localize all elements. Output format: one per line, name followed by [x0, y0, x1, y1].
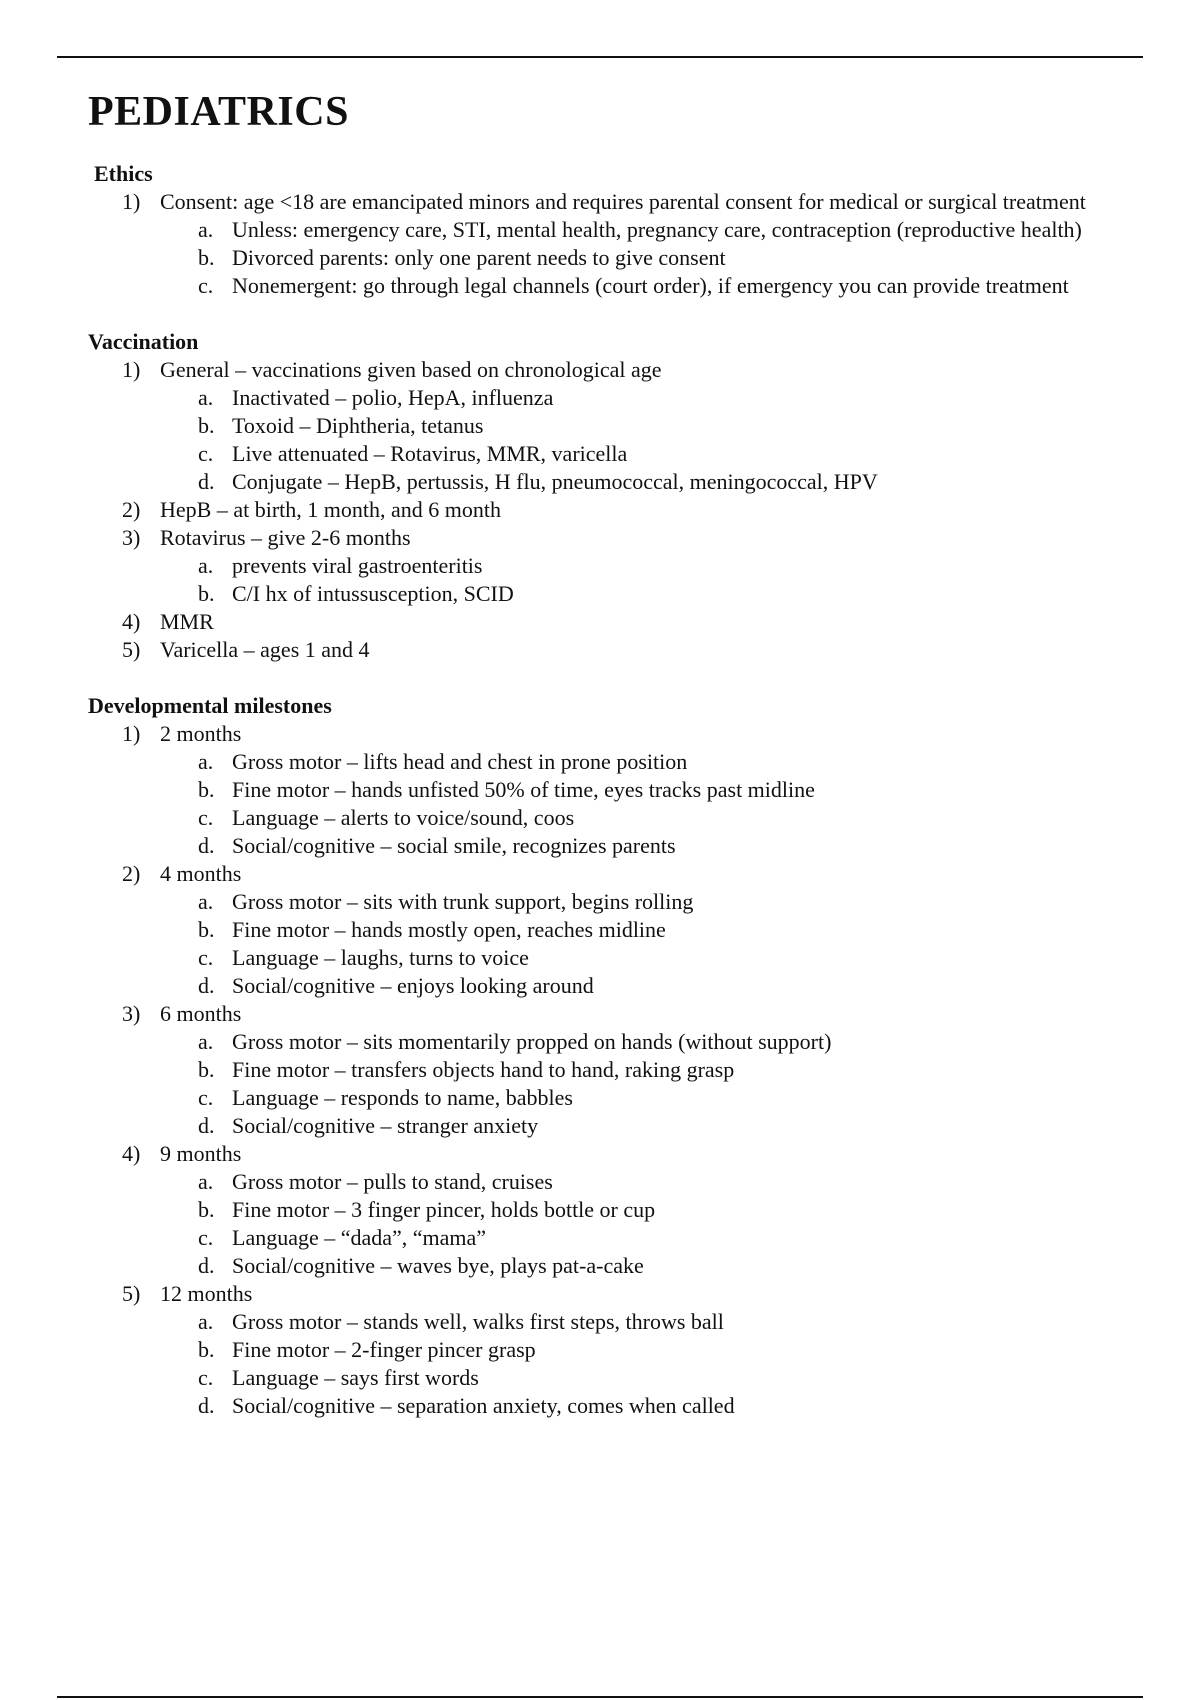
- sub-list-item-letter: d.: [198, 469, 215, 494]
- sub-list-item-letter: a.: [198, 217, 214, 242]
- sub-list: [160, 1028, 1128, 1140]
- sub-list-item: [160, 1252, 1128, 1280]
- section-heading: Ethics: [94, 161, 153, 186]
- sub-list: [160, 384, 1128, 496]
- sub-list: [160, 552, 1128, 608]
- sub-list-item: [160, 944, 1128, 972]
- list-item: [88, 1000, 1128, 1140]
- list-item: [88, 1280, 1128, 1420]
- sub-list-item-text: Unless: emergency care, STI, mental health, pregnancy care, contraception (reproductive health): [232, 217, 1082, 242]
- list-item-text: HepB – at birth, 1 month, and 6 month: [160, 497, 501, 522]
- list-item: [88, 356, 1128, 496]
- list-item-text: Varicella – ages 1 and 4: [160, 637, 370, 662]
- sub-list-item-letter: a.: [198, 1169, 214, 1194]
- sub-list-item-letter: c.: [198, 945, 214, 970]
- sub-list-item: [160, 1196, 1128, 1224]
- sub-list-item: [160, 580, 1128, 608]
- sub-list-item-text: Gross motor – sits momentarily propped on hands (without support): [232, 1029, 832, 1054]
- sub-list-item-text: Nonemergent: go through legal channels (court order), if emergency you can provide treatment: [232, 273, 1069, 298]
- sub-list: [160, 1308, 1128, 1420]
- sub-list-item-text: Inactivated – polio, HepA, influenza: [232, 385, 554, 410]
- list-item-number: 2): [122, 497, 141, 522]
- sub-list-item: [160, 412, 1128, 440]
- sub-list-item: [160, 1028, 1128, 1056]
- section-heading: Developmental milestones: [88, 693, 332, 718]
- list-item-text: General – vaccinations given based on chronological age: [160, 357, 662, 382]
- bottom-rule: [57, 1696, 1143, 1698]
- sub-list-item: [160, 1112, 1128, 1140]
- sub-list-item: [160, 552, 1128, 580]
- sub-list-item-text: Toxoid – Diphtheria, tetanus: [232, 413, 484, 438]
- sub-list: [160, 888, 1128, 1000]
- sub-list-item-letter: d.: [198, 833, 215, 858]
- numbered-list: [88, 188, 1128, 300]
- numbered-list: [88, 356, 1128, 664]
- list-item-text: 4 months: [160, 861, 242, 886]
- sub-list-item-letter: c.: [198, 1365, 214, 1390]
- sub-list-item-letter: b.: [198, 1197, 215, 1222]
- sub-list-item-text: Social/cognitive – separation anxiety, comes when called: [232, 1393, 735, 1418]
- sub-list: [160, 1168, 1128, 1280]
- sub-list-item-text: Divorced parents: only one parent needs to give consent: [232, 245, 726, 270]
- sub-list-item-text: C/I hx of intussusception, SCID: [232, 581, 514, 606]
- sub-list-item-text: Language – “dada”, “mama”: [232, 1225, 487, 1250]
- sub-list-item-text: Social/cognitive – enjoys looking around: [232, 973, 594, 998]
- sub-list-item: [160, 972, 1128, 1000]
- list-item-number: 1): [122, 189, 141, 214]
- sub-list-item: [160, 1392, 1128, 1420]
- sub-list-item-text: Gross motor – lifts head and chest in prone position: [232, 749, 688, 774]
- section-developmental-milestones: [88, 692, 1128, 1420]
- sub-list-item: [160, 776, 1128, 804]
- sub-list-item-letter: c.: [198, 805, 214, 830]
- sub-list-item: [160, 1084, 1128, 1112]
- sub-list-item-text: Conjugate – HepB, pertussis, H flu, pneumococcal, meningococcal, HPV: [232, 469, 878, 494]
- list-item: [88, 188, 1128, 300]
- list-item-number: 5): [122, 1281, 141, 1306]
- sub-list-item-text: Gross motor – pulls to stand, cruises: [232, 1169, 553, 1194]
- sub-list-item: [160, 748, 1128, 776]
- list-item-text: 9 months: [160, 1141, 242, 1166]
- list-item-number: 4): [122, 1141, 141, 1166]
- page-title: PEDIATRICS: [88, 89, 349, 135]
- sub-list-item-letter: a.: [198, 889, 214, 914]
- list-item: [88, 636, 1128, 664]
- sub-list-item: [160, 1224, 1128, 1252]
- top-rule: [57, 56, 1143, 58]
- list-item: [88, 524, 1128, 608]
- sub-list-item-letter: c.: [198, 273, 214, 298]
- sub-list-item-text: Live attenuated – Rotavirus, MMR, varicella: [232, 441, 628, 466]
- sub-list-item: [160, 1056, 1128, 1084]
- sub-list-item: [160, 888, 1128, 916]
- numbered-list: [88, 720, 1128, 1420]
- sub-list-item-letter: d.: [198, 1113, 215, 1138]
- list-item: [88, 860, 1128, 1000]
- sub-list-item-text: Fine motor – 3 finger pincer, holds bottle or cup: [232, 1197, 656, 1222]
- sub-list-item: [160, 916, 1128, 944]
- sub-list-item-text: Social/cognitive – stranger anxiety: [232, 1113, 539, 1138]
- sub-list-item-letter: c.: [198, 1225, 214, 1250]
- sub-list-item-text: Fine motor – hands unfisted 50% of time, eyes tracks past midline: [232, 777, 815, 802]
- list-item-text: Consent: age <18 are emancipated minors and requires parental consent for medical or surgical treatment: [160, 189, 1086, 214]
- list-item-number: 5): [122, 637, 141, 662]
- sub-list-item-letter: d.: [198, 1393, 215, 1418]
- list-item-number: 1): [122, 721, 141, 746]
- list-item-text: Rotavirus – give 2-6 months: [160, 525, 411, 550]
- sub-list-item-text: Fine motor – transfers objects hand to hand, raking grasp: [232, 1057, 735, 1082]
- sub-list-item-letter: b.: [198, 413, 215, 438]
- section-ethics: [88, 160, 1128, 300]
- sub-list-item-text: Social/cognitive – waves bye, plays pat-a-cake: [232, 1253, 644, 1278]
- sub-list-item-letter: a.: [198, 385, 214, 410]
- sub-list-item: [160, 1308, 1128, 1336]
- sub-list-item-text: Fine motor – 2-finger pincer grasp: [232, 1337, 536, 1362]
- sub-list: [160, 748, 1128, 860]
- sub-list-item-letter: a.: [198, 553, 214, 578]
- list-item-text: MMR: [160, 609, 214, 634]
- sub-list-item: [160, 468, 1128, 496]
- sub-list-item-text: Language – alerts to voice/sound, coos: [232, 805, 575, 830]
- sub-list-item-text: prevents viral gastroenteritis: [232, 553, 483, 578]
- list-item-text: 6 months: [160, 1001, 242, 1026]
- sub-list-item-letter: c.: [198, 441, 214, 466]
- sub-list-item-text: Social/cognitive – social smile, recognizes parents: [232, 833, 676, 858]
- list-item: [88, 496, 1128, 524]
- sub-list-item: [160, 832, 1128, 860]
- sub-list-item: [160, 804, 1128, 832]
- sub-list-item: [160, 1364, 1128, 1392]
- sub-list-item-letter: b.: [198, 581, 215, 606]
- sub-list-item-letter: b.: [198, 917, 215, 942]
- list-item-number: 4): [122, 609, 141, 634]
- sub-list-item: [160, 244, 1128, 272]
- list-item-text: 12 months: [160, 1281, 253, 1306]
- sub-list-item-letter: d.: [198, 1253, 215, 1278]
- sub-list-item-letter: a.: [198, 749, 214, 774]
- section-heading: Vaccination: [88, 329, 199, 354]
- sub-list-item-letter: d.: [198, 973, 215, 998]
- sub-list-item-letter: b.: [198, 245, 215, 270]
- list-item-number: 1): [122, 357, 141, 382]
- sub-list-item: [160, 1168, 1128, 1196]
- sub-list-item-letter: b.: [198, 1057, 215, 1082]
- list-item: [88, 720, 1128, 860]
- section-vaccination: [88, 328, 1128, 664]
- sub-list-item-letter: b.: [198, 1337, 215, 1362]
- sub-list-item: [160, 272, 1128, 300]
- sub-list: [160, 216, 1128, 300]
- sub-list-item: [160, 440, 1128, 468]
- sub-list-item-letter: c.: [198, 1085, 214, 1110]
- list-item-text: 2 months: [160, 721, 242, 746]
- sub-list-item-text: Language – laughs, turns to voice: [232, 945, 529, 970]
- list-item: [88, 608, 1128, 636]
- sub-list-item: [160, 1336, 1128, 1364]
- sub-list-item-letter: a.: [198, 1029, 214, 1054]
- sub-list-item-letter: b.: [198, 777, 215, 802]
- sub-list-item-text: Language – says first words: [232, 1365, 479, 1390]
- list-item-number: 3): [122, 1001, 141, 1026]
- list-item-number: 2): [122, 861, 141, 886]
- sub-list-item-text: Gross motor – sits with trunk support, begins rolling: [232, 889, 694, 914]
- list-item: [88, 1140, 1128, 1280]
- sub-list-item-text: Language – responds to name, babbles: [232, 1085, 573, 1110]
- sub-list-item-text: Fine motor – hands mostly open, reaches midline: [232, 917, 666, 942]
- document-body: [88, 86, 1128, 1420]
- sub-list-item: [160, 384, 1128, 412]
- list-item-number: 3): [122, 525, 141, 550]
- sub-list-item: [160, 216, 1128, 244]
- sub-list-item-letter: a.: [198, 1309, 214, 1334]
- sub-list-item-text: Gross motor – stands well, walks first steps, throws ball: [232, 1309, 724, 1334]
